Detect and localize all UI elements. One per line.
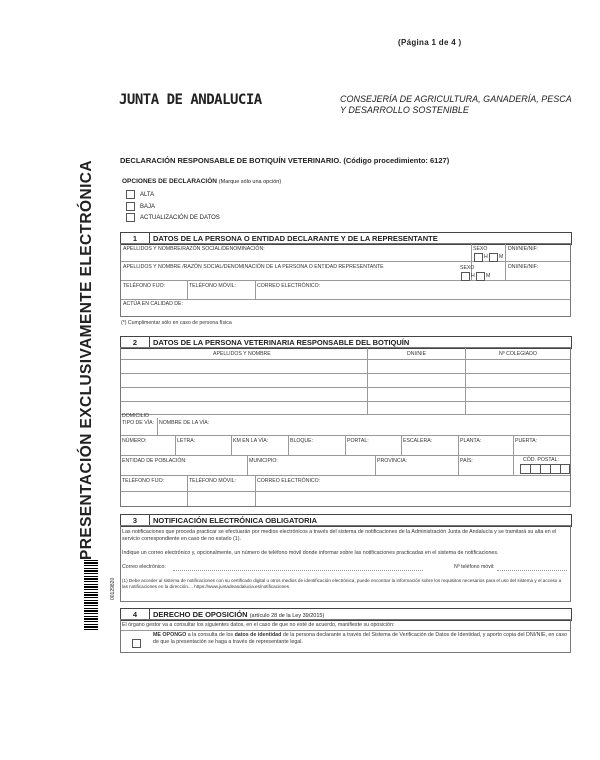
section-number: 4	[121, 609, 150, 620]
nombre-field[interactable]: APELLIDOS Y NOMBRE/RAZÓN SOCIAL/DENOMINACIÓN:	[123, 246, 265, 252]
rep-nombre-field[interactable]: APELLIDOS Y NOMBRE /RAZÓN SOCIAL/DENOMINACIÓN DE LA PERSONA O ENTIDAD REPRESENTANTE	[123, 264, 384, 270]
me-opongo-text	[153, 632, 567, 646]
cp-digit-box[interactable]	[560, 464, 570, 474]
tipo-via-field[interactable]: TIPO DE VÍA:	[122, 420, 154, 426]
section-title: NOTIFICACIÓN ELECTRÓNICA OBLIGATORIA	[153, 516, 318, 525]
declaration-title: DECLARACIÓN RESPONSABLE DE BOTIQUÍN VETERINARIO. (Código procedimiento: 6127)	[120, 156, 450, 165]
col-dni-header: DNI/NIE	[407, 351, 427, 357]
rep-sexo-h-label: H	[471, 273, 475, 279]
option-alta[interactable]	[126, 190, 154, 199]
datos-identidad-label: datos de identidad	[234, 632, 282, 638]
checkbox[interactable]	[126, 190, 135, 199]
section-3-note: (1) Debe acceder al sistema de notificaciones con su certificado digital u otros medios de identificación electrónica, puede encontrar la información sobre los requisitos necesarios para el uso del sistema y el acceso a las notificaciones en la dirección.... https://www.juntadeandalucia.es/notificaciones	[122, 578, 562, 589]
barcode-code: 00129820	[110, 577, 116, 600]
page-indicator: (Página 1 de 4 )	[398, 38, 462, 47]
section-3-paragraph-2: Indique un correo electrónico y, opcionalmente, un número de teléfono móvil donde informar sobre las notificaciones practicadas en el sistema de notificaciones.	[122, 550, 499, 556]
consejeria-line-1: CONSEJERÍA DE AGRICULTURA, GANADERÍA, PESCA	[340, 94, 572, 104]
options-title	[122, 178, 281, 185]
section-4-intro: El órgano gestor va a consultar los siguientes datos, en el caso de que no esté de acuerdo, manifieste su oposición:	[122, 622, 395, 628]
km-field[interactable]: KM EN LA VÍA:	[233, 438, 269, 444]
section-title: DATOS DE LA PERSONA VETERINARIA RESPONSABLE DEL BOTIQUÍN	[153, 338, 410, 347]
checkbox[interactable]	[126, 213, 135, 222]
tel-fijo-field[interactable]: TELÉFONO FIJO:	[123, 283, 166, 289]
option-baja[interactable]	[126, 202, 155, 211]
me-opongo-checkbox[interactable]	[132, 639, 141, 648]
sexo-label: SEXO	[473, 246, 488, 252]
section-3-paragraph-1: Las notificaciones que proceda practicar se efectuarán por medios electrónicos a través del sistema de notificaciones de la Administración Junta de Andalucía y se tramitará su alta en el servicio correspondiente en caso de no estarlo (1).	[122, 529, 557, 542]
section-1-footnote: (*) Cumplimentar sólo en caso de persona física	[121, 320, 232, 326]
provincia-field[interactable]: PROVINCIA:	[377, 458, 407, 464]
rep-dni-field[interactable]: DNI/NIE/NIF:	[508, 264, 539, 270]
rep-sexo-m-label: M	[486, 273, 491, 279]
municipio-field[interactable]: MUNICIPIO:	[249, 458, 278, 464]
notif-movil-field[interactable]: Nº teléfono móvil:	[454, 564, 495, 570]
numero-field[interactable]: NÚMERO:	[122, 438, 147, 444]
vertical-title: PRESENTACIÓN EXCLUSIVAMENTE ELECTRÓNICA	[78, 160, 95, 560]
rep-sexo-h-checkbox[interactable]	[461, 272, 470, 281]
sexo-m-checkbox[interactable]	[489, 253, 498, 262]
option-label: ALTA	[140, 192, 155, 199]
vet-tel-fijo-field[interactable]: TELÉFONO FIJO:	[122, 478, 165, 484]
cp-label: CÓD. POSTAL:	[523, 457, 559, 463]
col-nombre-header: APELLIDOS Y NOMBRE	[213, 351, 271, 357]
correo-field[interactable]: CORREO ELECTRÓNICO:	[257, 283, 321, 289]
sexo-h-checkbox[interactable]	[474, 253, 483, 262]
portal-field[interactable]: PORTAL:	[347, 438, 369, 444]
tel-movil-field[interactable]: TELÉFONO MÓVIL:	[189, 283, 236, 289]
letra-field[interactable]: LETRA:	[177, 438, 196, 444]
section-title-text: DERECHO DE OPOSICIÓN	[153, 610, 248, 619]
consejeria-name	[340, 94, 580, 116]
section-number: 3	[121, 515, 150, 526]
section-title: DATOS DE LA PERSONA O ENTIDAD DECLARANTE Y DE LA REPRESENTANTE	[153, 234, 438, 243]
section-number: 1	[121, 233, 150, 244]
escalera-field[interactable]: ESCALERA:	[403, 438, 433, 444]
barcode	[84, 560, 98, 630]
notif-correo-field[interactable]: Correo electrónico:	[122, 564, 166, 570]
bloque-field[interactable]: BLOQUE:	[290, 438, 314, 444]
domicilio-label: DOMICILIO	[122, 413, 150, 419]
checkbox[interactable]	[126, 202, 135, 211]
section-2-form	[120, 347, 571, 507]
text-part: a la consulta de los	[186, 632, 235, 638]
section-4-box	[120, 619, 571, 653]
nombre-via-field[interactable]: NOMBRE DE LA VÍA:	[159, 420, 210, 426]
pais-field[interactable]: PAÍS:	[460, 458, 473, 464]
dni-field[interactable]: DNI/NIE/NIF:	[508, 246, 539, 252]
vet-correo-field[interactable]: CORREO ELECTRÓNICO:	[257, 478, 321, 484]
col-colegiado-header: Nº COLEGIADO	[499, 351, 537, 357]
options-title-text: OPCIONES DE DECLARACIÓN	[122, 178, 217, 185]
text-part: de la persona declarante a través del Sistema de Verificación de Datos de Identidad, y aporto copia del DNI/NIE, en caso de que la presentación se haga a través de representante legal.	[153, 632, 567, 645]
sexo-m-label: M	[499, 254, 504, 260]
consejeria-line-2: Y DESARROLLO SOSTENIBLE	[340, 105, 469, 115]
rep-sexo-m-checkbox[interactable]	[476, 272, 485, 281]
section-subtitle: (artículo 28 de la Ley 39/2015)	[249, 613, 325, 619]
me-opongo-label: ME OPONGO	[153, 632, 187, 638]
entidad-field[interactable]: ENTIDAD DE POBLACIÓN:	[122, 458, 187, 464]
option-actualizacion[interactable]	[126, 213, 220, 222]
puerta-field[interactable]: PUERTA:	[515, 438, 538, 444]
option-label: BAJA	[140, 204, 156, 211]
sexo-h-label: H	[484, 254, 488, 260]
planta-field[interactable]: PLANTA:	[460, 438, 482, 444]
vet-tel-movil-field[interactable]: TELÉFONO MÓVIL:	[189, 478, 236, 484]
option-label: ACTUALIZACIÓN DE DATOS	[140, 215, 220, 222]
section-1-form	[120, 243, 571, 317]
section-3-box	[120, 525, 571, 602]
options-note: (Marque sólo una opción)	[218, 179, 282, 185]
actua-field[interactable]: ACTÚA EN CALIDAD DE:	[123, 301, 183, 307]
rep-sexo-label: SEXO	[460, 265, 475, 271]
org-logo-text: JUNTA DE ANDALUCIA	[119, 92, 262, 108]
section-number: 2	[121, 337, 150, 348]
